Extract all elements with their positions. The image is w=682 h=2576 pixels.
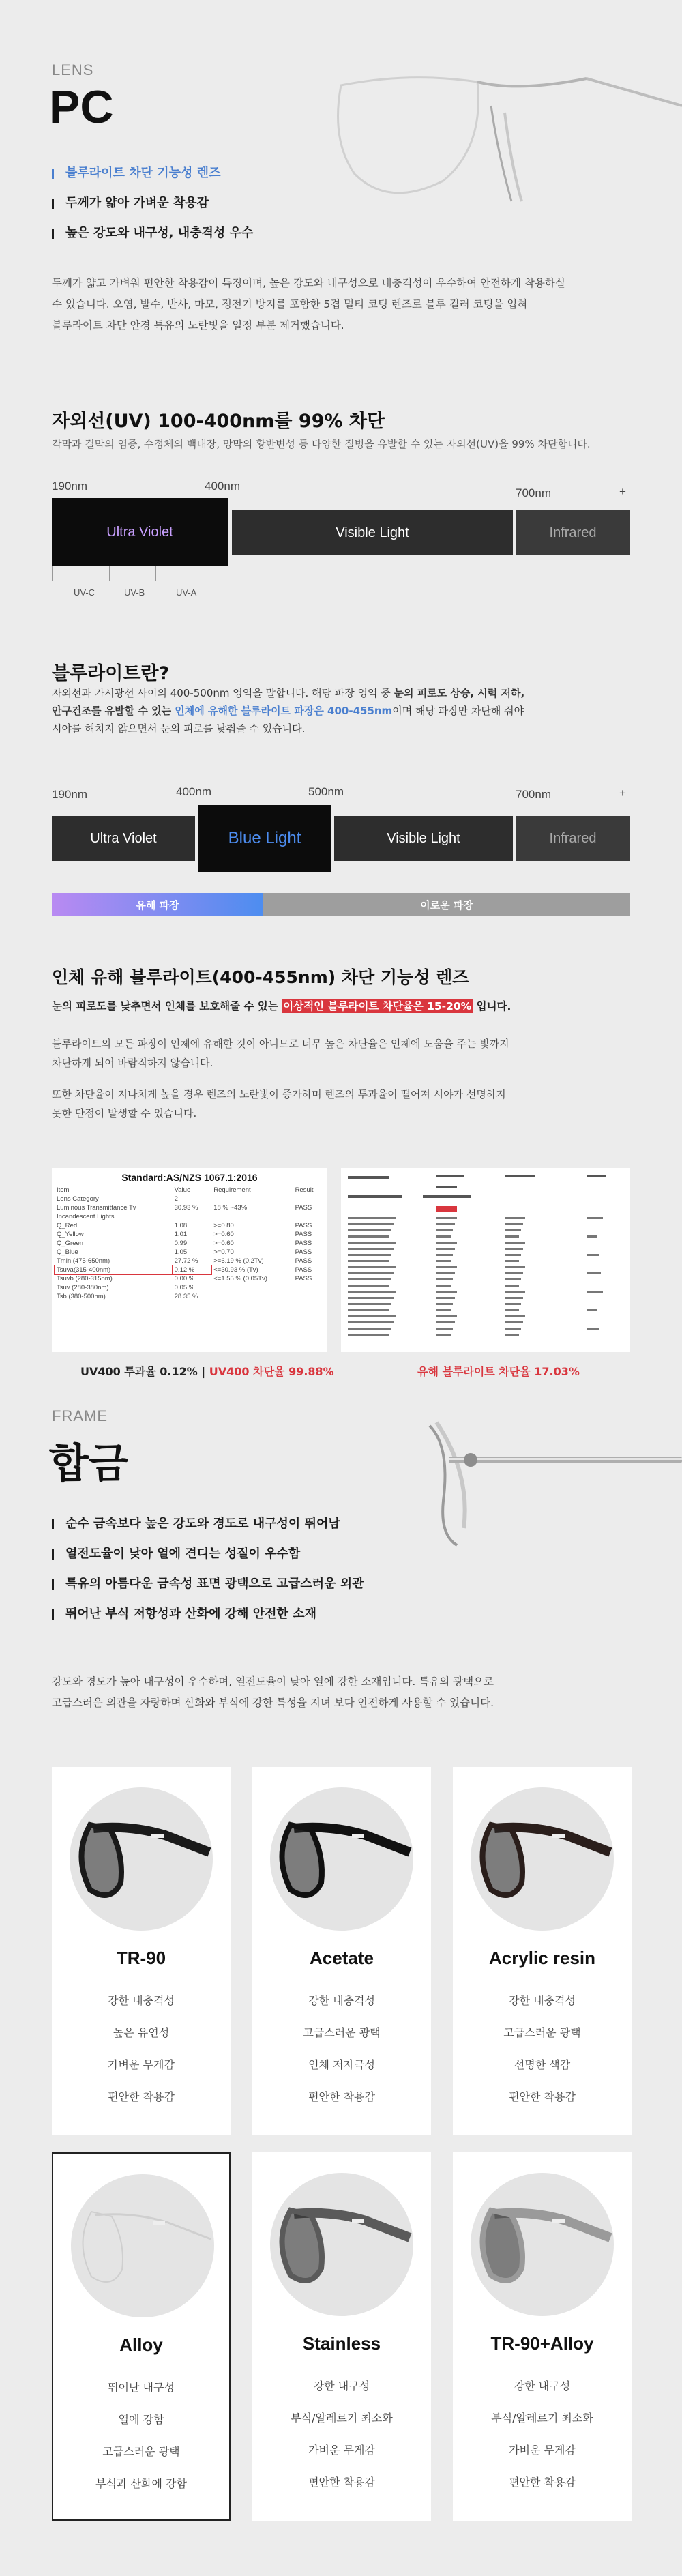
report-text-line (505, 1297, 523, 1299)
lens-section (0, 0, 682, 382)
report-text-line (505, 1303, 521, 1305)
nm-label: 190nm (52, 480, 87, 493)
table-cell: Tsb (380-500nm) (57, 1293, 106, 1300)
report-text-line (348, 1285, 389, 1287)
card-feature: 강한 내구성 (514, 2380, 571, 2392)
table-cell: >=0.60 (213, 1231, 234, 1238)
table-row (55, 1186, 325, 1195)
report-text-line (436, 1303, 453, 1305)
report-text-line (348, 1334, 389, 1336)
report-text-line (348, 1278, 391, 1280)
uv-title: 자외선(UV) 100-400nm를 99% 차단 (52, 411, 385, 432)
report-text-line (505, 1321, 523, 1323)
uvb-label: UV-B (124, 587, 145, 598)
table-cell: Q_Yellow (57, 1231, 84, 1238)
temple-arm-icon (423, 1419, 682, 1549)
table-row (55, 1203, 325, 1212)
table-cell: PASS (295, 1266, 312, 1274)
lens-feature-item: 블루라이트 차단 기능성 렌즈 (52, 158, 253, 188)
table-cell: <=30.93 % (Tv) (213, 1266, 258, 1274)
report-text-line (436, 1217, 457, 1219)
report-standard-title: Standard:AS/NZS 1067.1:2016 (121, 1172, 258, 1183)
material-card-acrylic-resin[interactable] (453, 1767, 632, 2135)
report-text-line (505, 1248, 523, 1250)
frame-material-icon (70, 1787, 213, 1931)
report-text-line (505, 1254, 521, 1256)
card-title: Alloy (119, 2334, 163, 2355)
frame-eyebrow: FRAME (52, 1407, 108, 1424)
lens-feature-item: 높은 강도와 내구성, 내충격성 우수 (52, 218, 253, 248)
report-text-line (505, 1278, 521, 1280)
uva-label: UV-A (176, 587, 197, 598)
report-text-line (436, 1242, 457, 1244)
card-title: Stainless (302, 2333, 381, 2354)
card-feature: 강한 내구성 (313, 2380, 370, 2392)
bluelight-test-report (341, 1168, 630, 1352)
table-cell: Item (55, 1186, 173, 1195)
table-row (55, 1274, 325, 1283)
report-text-line (587, 1328, 599, 1330)
lens-feature-list (52, 158, 253, 248)
uv400-caption: UV400 투과율 0.12% | UV400 차단율 99.88% (80, 1365, 334, 1378)
report-text-line (587, 1254, 599, 1256)
frame-material-icon (471, 2173, 614, 2316)
uv-subtitle: 각막과 결막의 염증, 수정체의 백내장, 망막의 황반변성 등 다양한 질병을 유발할 수 있는 자외선(UV)을 99% 차단합니다. (52, 438, 591, 450)
table-row (55, 1292, 325, 1301)
report-text-line (436, 1315, 457, 1317)
report-text-line (436, 1235, 451, 1238)
table-row (55, 1265, 325, 1274)
report-text-line (587, 1309, 597, 1311)
report-text-line (505, 1229, 521, 1231)
table-cell: PASS (295, 1275, 312, 1283)
tick-mark (155, 566, 156, 581)
harmful-wavelength-band: 유해 파장 (52, 893, 263, 916)
card-feature: 강한 내충격성 (509, 1994, 576, 2007)
table-row (55, 1195, 325, 1203)
report-text-line (436, 1229, 453, 1231)
table-cell: 0.00 % (174, 1275, 195, 1283)
ultra-violet-bar: Ultra Violet (52, 816, 195, 861)
report-text-line (587, 1291, 603, 1293)
card-title: Acrylic resin (488, 1948, 596, 1968)
table-cell (211, 1292, 293, 1301)
table-cell: 0.05 % (174, 1284, 195, 1291)
report-text-line (505, 1315, 525, 1317)
card-feature: 강한 내충격성 (308, 1994, 375, 2007)
table-cell: PASS (295, 1257, 312, 1265)
uvc-label: UV-C (74, 587, 95, 598)
report-text-line (348, 1217, 396, 1219)
report-text-line (436, 1334, 451, 1336)
report-text-line (348, 1229, 391, 1231)
report-text-line (505, 1260, 519, 1262)
table-cell: Incandescent Lights (57, 1213, 115, 1220)
table-cell: 2 (174, 1195, 178, 1203)
card-feature: 뛰어난 내구성 (108, 2381, 175, 2394)
frame-material-icon (270, 1787, 413, 1931)
report-text-line (348, 1297, 394, 1299)
table-cell: Tsuvb (280-315nm) (57, 1275, 113, 1283)
harm-highlight-line: 눈의 피로도를 낮추면서 인체를 보호해줄 수 있는 이상적인 블루라이트 차단율은 15-20% 입니다. (52, 1000, 512, 1012)
report-text-line (348, 1260, 389, 1262)
material-card-tr-90[interactable] (52, 1767, 231, 2135)
table-cell: PASS (295, 1204, 312, 1212)
frame-feature-item: 뛰어난 부식 저항성과 산화에 강해 안전한 소재 (52, 1599, 364, 1629)
card-feature: 가벼운 무게감 (509, 2444, 576, 2457)
card-feature: 부식/알레르기 최소화 (491, 2412, 593, 2425)
report-text-line (348, 1242, 396, 1244)
report-text-line (348, 1309, 389, 1311)
table-cell: 1.08 (174, 1222, 188, 1229)
report-text-line (505, 1217, 525, 1219)
report-text-line (436, 1297, 455, 1299)
table-cell: 18 % ~43% (213, 1204, 248, 1212)
card-feature: 고급스러운 광택 (503, 2026, 581, 2039)
table-cell: Value (173, 1186, 212, 1195)
table-cell: <=1.55 % (0.05Tv) (213, 1275, 267, 1283)
card-title: Acetate (310, 1948, 374, 1968)
report-text-line (505, 1285, 519, 1287)
card-feature: 편안한 착용감 (509, 2090, 576, 2103)
table-row (55, 1221, 325, 1230)
report-text-line (348, 1266, 396, 1268)
card-feature: 부식/알레르기 최소화 (291, 2412, 393, 2425)
rimless-glasses-icon (327, 65, 682, 222)
material-card-tr-90-alloy[interactable] (453, 2152, 632, 2521)
card-feature: 편안한 착용감 (308, 2476, 375, 2489)
report-text-line (436, 1291, 457, 1293)
report-text-line (505, 1291, 525, 1293)
card-title: TR-90 (116, 1948, 166, 1968)
report-text-line (436, 1328, 453, 1330)
table-cell: Tsuv (280-380nm) (57, 1284, 109, 1291)
table-cell: 0.12 % (173, 1265, 212, 1274)
nm-label: 500nm (308, 785, 344, 798)
nm-label: 190nm (52, 788, 87, 801)
table-cell (293, 1195, 325, 1203)
report-text-line (348, 1328, 391, 1330)
report-text-line (436, 1266, 457, 1268)
frame-feature-list (52, 1509, 364, 1629)
lens-eyebrow: LENS (52, 61, 94, 78)
frame-material-icon (270, 2173, 413, 2316)
table-row (55, 1212, 325, 1221)
card-feature: 편안한 착용감 (108, 2090, 175, 2103)
harm-title: 인체 유해 블루라이트(400-455nm) 차단 기능성 렌즈 (52, 967, 469, 987)
bluelight-title: 블루라이트란? (52, 663, 170, 684)
card-title: TR-90+Alloy (490, 2333, 594, 2354)
table-cell (293, 1283, 325, 1292)
report-text-line (587, 1217, 603, 1219)
table-cell (211, 1212, 293, 1221)
report-text-line (436, 1260, 451, 1262)
bluelight-caption: 유해 블루라이트 차단율 17.03% (417, 1365, 580, 1378)
table-cell: 1.05 (174, 1248, 188, 1256)
report-text-line (348, 1272, 394, 1274)
card-feature: 부식과 산화에 강함 (95, 2477, 187, 2490)
table-row (55, 1239, 325, 1248)
report-text-line (505, 1309, 519, 1311)
report-table (55, 1186, 325, 1301)
table-cell: Luminous Transmittance Tv (57, 1204, 136, 1212)
visible-light-bar: Visible Light (334, 816, 513, 861)
nm-label: + (619, 787, 626, 800)
report-text-line (348, 1315, 396, 1317)
table-cell: PASS (295, 1240, 312, 1247)
table-row (55, 1283, 325, 1292)
blue-light-bar: Blue Light (198, 805, 331, 872)
report-text-line (348, 1248, 394, 1250)
table-cell: Q_Blue (57, 1248, 78, 1256)
visible-light-bar: Visible Light (232, 510, 513, 555)
nm-label: 700nm (516, 486, 551, 499)
lens-description: 두께가 얇고 가벼워 편안한 착용감이 특징이며, 높은 강도와 내구성으로 내충격성이 우수하여 안전하게 착용하실 수 있습니다. 오염, 발수, 반사, 마모, 정전기 방지를 포함한 5겹 멀티 코팅 렌즈로 블루 컬러 코팅을 입혀 블루라이트 차단 안경 특유의 노란빛을 일정 부분 제거했습니다. (52, 277, 565, 332)
card-feature: 열에 강함 (118, 2413, 164, 2426)
material-card-acetate[interactable] (252, 1767, 431, 2135)
report-text-line (348, 1303, 391, 1305)
table-cell (173, 1212, 212, 1221)
report-text-line (348, 1254, 391, 1256)
material-card-alloy[interactable] (52, 2152, 231, 2521)
report-text-line (348, 1223, 394, 1225)
frame-title: 합금 (49, 1441, 128, 1487)
card-feature: 편안한 착용감 (509, 2476, 576, 2489)
table-cell: Lens Category (57, 1195, 99, 1203)
table-cell: 28.35 % (174, 1293, 198, 1300)
frame-feature-item: 특유의 아름다운 금속성 표면 광택으로 고급스러운 외관 (52, 1569, 364, 1599)
card-feature: 편안한 착용감 (308, 2090, 375, 2103)
report-text-line (587, 1272, 601, 1274)
frame-material-icon (471, 1787, 614, 1931)
report-text-line (436, 1223, 455, 1225)
table-cell: >=0.80 (213, 1222, 234, 1229)
table-cell: Q_Red (57, 1222, 78, 1229)
report-text-line (348, 1291, 396, 1293)
report-text-line (505, 1242, 525, 1244)
table-cell: Q_Green (57, 1240, 84, 1247)
table-cell: >=0.60 (213, 1240, 234, 1247)
report-text-line (505, 1334, 519, 1336)
table-cell: PASS (295, 1222, 312, 1229)
table-cell (293, 1292, 325, 1301)
table-cell: 1.01 (174, 1231, 188, 1238)
report-text-line (505, 1223, 523, 1225)
nm-label: 400nm (176, 785, 211, 798)
nm-label: + (619, 485, 626, 498)
report-text-line (436, 1278, 453, 1280)
frame-material-icon (71, 2174, 214, 2317)
tick-mark (109, 566, 110, 581)
card-feature: 강한 내충격성 (108, 1994, 175, 2007)
table-cell (211, 1195, 293, 1203)
report-text-line (436, 1248, 455, 1250)
table-cell: PASS (295, 1248, 312, 1256)
nm-label: 700nm (516, 788, 551, 801)
table-cell: PASS (295, 1231, 312, 1238)
report-text-line (436, 1309, 451, 1311)
frame-description: 강도와 경도가 높아 내구성이 우수하며, 열전도율이 낮아 열에 강한 소재입니다. 특유의 광택으로 고급스러운 외관을 자랑하며 산화와 부식에 강한 특성을 지녀 보다 안전하게 사용할 수 있습니다. (52, 1675, 494, 1709)
bluelight-description: 자외선과 가시광선 사이의 400-500nm 영역을 말합니다. 해당 파장 영역 중 눈의 피로도 상승, 시력 저하, 안구건조를 유발할 수 있는 인체에 유해한 블루라이트 파장은 400-455nm이며 해당 파장만 차단해 줘야 시야를 해치지 않으면서 눈의 피로를 낮춰줄 수 있습니다. (52, 687, 525, 735)
infrared-bar: Infrared (516, 816, 630, 861)
table-cell: >=0.70 (213, 1248, 234, 1256)
tick-mark (52, 566, 53, 581)
highlight-badge: 이상적인 블루라이트 차단율은 15-20% (283, 1000, 472, 1012)
card-feature: 높은 유연성 (113, 2026, 170, 2039)
table-cell (211, 1283, 293, 1292)
report-text-line (348, 1235, 389, 1238)
report-text-line (587, 1235, 597, 1238)
table-row (55, 1230, 325, 1239)
table-cell: 30.93 % (174, 1204, 198, 1212)
frame-feature-item: 순수 금속보다 높은 강도와 경도로 내구성이 뛰어남 (52, 1509, 364, 1539)
ultra-violet-bar: Ultra Violet (52, 498, 228, 566)
table-cell: >=6.19 % (0.2Tv) (213, 1257, 264, 1265)
report-text-line (505, 1328, 521, 1330)
table-cell: Result (293, 1186, 325, 1195)
table-cell: Tsuva(315-400nm) (55, 1265, 173, 1274)
card-feature: 고급스러운 광택 (102, 2445, 180, 2458)
material-card-stainless[interactable] (252, 2152, 431, 2521)
infrared-bar: Infrared (516, 510, 630, 555)
report-text-line (436, 1254, 453, 1256)
card-feature: 선명한 색감 (514, 2058, 571, 2071)
lens-feature-item: 두께가 얇아 가벼운 착용감 (52, 188, 253, 218)
table-row (55, 1257, 325, 1265)
report-text-line (505, 1235, 519, 1238)
card-feature: 고급스러운 광택 (303, 2026, 381, 2039)
card-feature: 가벼운 무게감 (308, 2444, 375, 2457)
card-feature: 가벼운 무게감 (108, 2058, 175, 2071)
table-cell: 27.72 % (174, 1257, 198, 1265)
frame-feature-item: 열전도율이 낮아 열에 견디는 성질이 우수함 (52, 1539, 364, 1569)
table-row (55, 1248, 325, 1257)
lens-title: PC (49, 81, 114, 133)
report-text-line (505, 1266, 525, 1268)
beneficial-wavelength-band: 이로운 파장 (263, 893, 630, 916)
report-text-line (505, 1272, 523, 1274)
table-cell: Requirement (211, 1186, 293, 1195)
nm-label: 400nm (205, 480, 240, 493)
report-text-line (348, 1321, 394, 1323)
card-feature: 인체 저자극성 (308, 2058, 375, 2071)
table-cell: 0.99 (174, 1240, 188, 1247)
report-text-line (436, 1321, 455, 1323)
report-text-line (436, 1272, 455, 1274)
table-cell: Tmin (475-650nm) (57, 1257, 110, 1265)
table-cell (293, 1212, 325, 1221)
harm-description: 블루라이트의 모든 파장이 인체에 유해한 것이 아니므로 너무 높은 차단율은 인체에 도움을 주는 빛까지 차단하게 되어 바람직하지 않습니다. 또한 차단율이 지나치게 높을 경우 렌즈의 노란빛이 증가하며 렌즈의 투과율이 떨어져 시야가 선명하지 못한 단점이 발생할 수 있습니다. (52, 1038, 509, 1119)
uv-test-report (52, 1168, 327, 1352)
report-text-line (436, 1285, 451, 1287)
